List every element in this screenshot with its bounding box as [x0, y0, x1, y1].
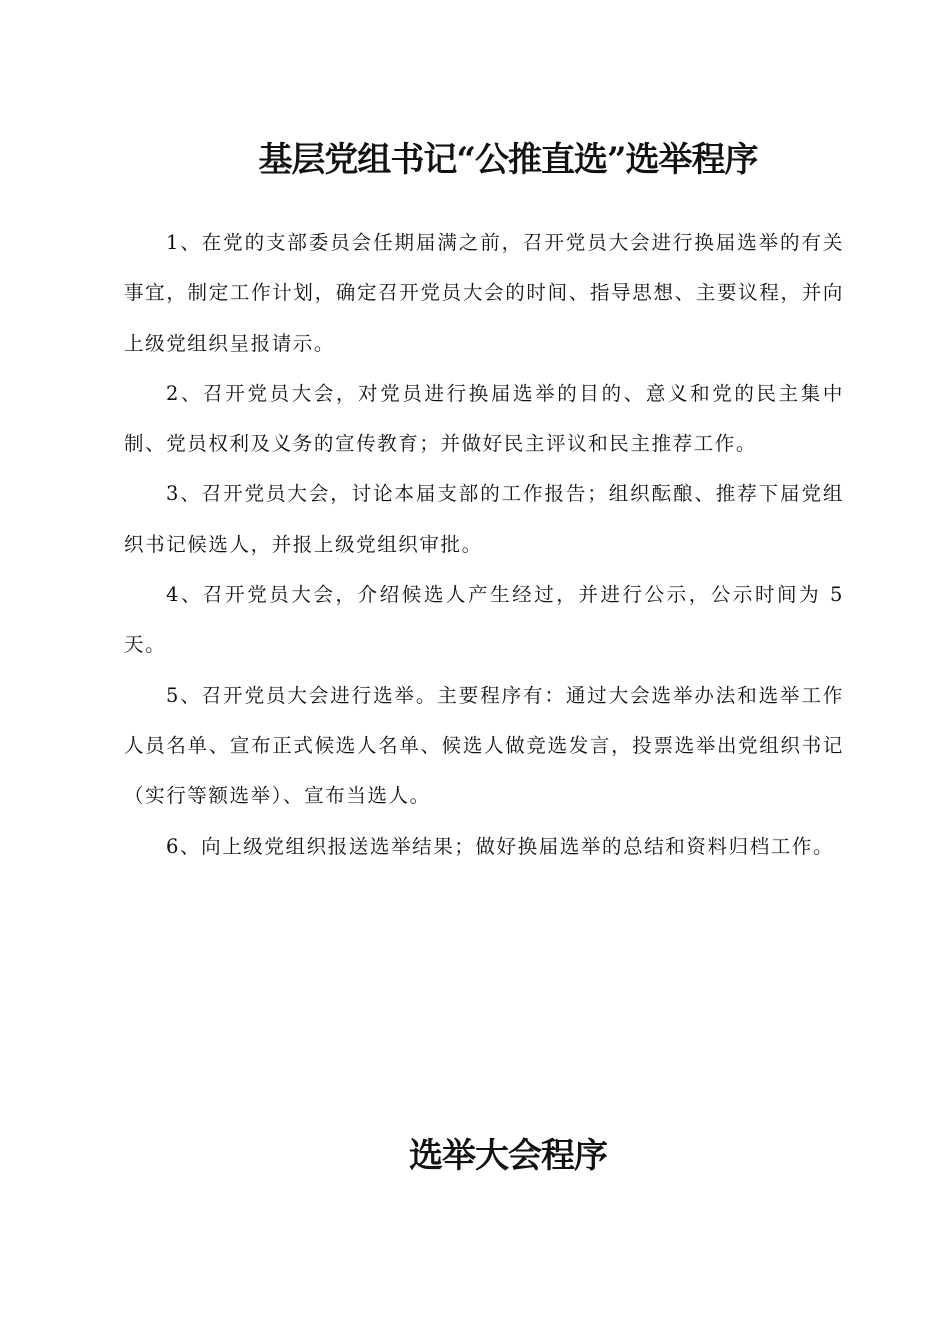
document-body [124, 218, 844, 872]
paragraph-4: 4、召开党员大会，介绍候选人产生经过，并进行公示，公示时间为 5 天。 [124, 583, 844, 657]
document-title: 基层党组书记“公推直选”选举程序 [258, 140, 758, 180]
paragraph-2: 2、召开党员大会，对党员进行换届选举的目的、意义和党的民主集中制、党员权利及义务的宣传教育；并做好民主评议和民主推荐工作。 [124, 381, 844, 456]
paragraph-6: 6、向上级党组织报送选举结果；做好换届选举的总结和资料归档工作。 [166, 834, 835, 858]
section-title-election-meeting: 选举大会程序 [409, 1136, 607, 1176]
paragraph-1: 1、在党的支部委员会任期届满之前，召开党员大会进行换届选举的有关事宜，制定工作计划，确定召开党员大会的时间、指导思想、主要议程，并向上级党组织呈报请示。 [124, 231, 844, 355]
paragraph-3: 3、召开党员大会，讨论本届支部的工作报告；组织酝酿、推荐下届党组织书记候选人，并报上级党组织审批。 [124, 482, 844, 556]
paragraph-5: 5、召开党员大会进行选举。主要程序有：通过大会选举办法和选举工作人员名单、宣布正式候选人名单、候选人做竞选发言，投票选举出党组织书记（实行等额选举）、宣布当选人。 [124, 683, 844, 808]
